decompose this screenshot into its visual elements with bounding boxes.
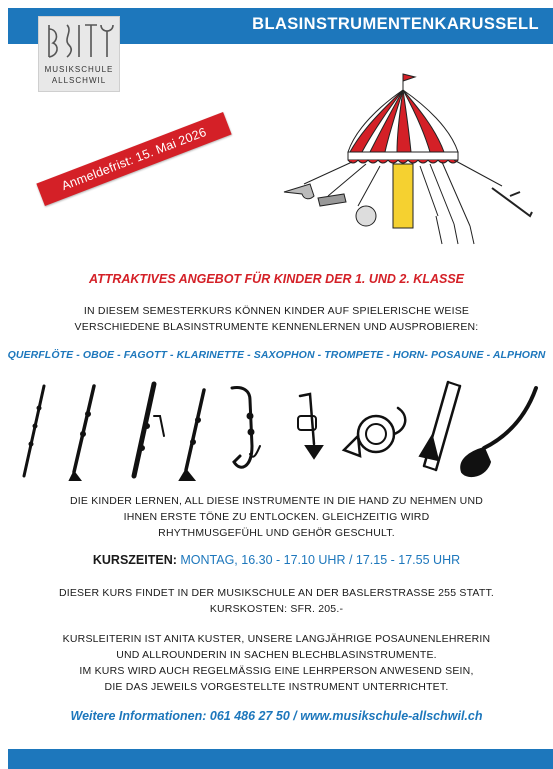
oboe-icon — [70, 386, 94, 480]
cost-line: KURSKOSTEN: SFR. 205.- — [209, 603, 344, 615]
intro-line: VERSCHIEDENE BLASINSTRUMENTE KENNENLERNEN UND AUSPROBIEREN: — [74, 321, 479, 333]
course-times-value: MONTAG, 16.30 - 17.10 UHR / 17.15 - 17.55 UHR — [180, 553, 461, 567]
instruments-illustration — [14, 376, 544, 486]
teacher-paragraph — [30, 631, 523, 695]
flute-icon — [24, 386, 44, 476]
teacher-line: DIE DAS JEWEILS VORGESTELLTE INSTRUMENT UNTERRICHTET. — [104, 681, 449, 693]
location-paragraph — [30, 585, 523, 617]
intro-line: IN DIESEM SEMESTERKURS KÖNNEN KINDER AUF SPIELERISCHE WEISE — [83, 305, 470, 317]
trombone-icon — [420, 382, 460, 470]
teacher-line: KURSLEITERIN IST ANITA KUSTER, UNSERE LANGJÄHRIGE POSAUNENLEHRERIN — [62, 633, 491, 645]
saxophone-icon — [232, 388, 260, 468]
alphorn-icon — [461, 388, 536, 476]
intro-paragraph — [30, 303, 523, 335]
learning-line: IHNEN ERSTE TÖNE ZU ENTLOCKEN. GLEICHZEITIG WIRD — [123, 511, 430, 523]
learning-line: RHYTHMUSGEFÜHL UND GEHÖR GESCHULT. — [158, 527, 395, 539]
course-times — [0, 553, 553, 567]
location-line: DIESER KURS FINDET IN DER MUSIKSCHULE AN DER BASLERSTRASSE 255 STATT. — [58, 587, 495, 599]
teacher-line: UND ALLROUNDERIN IN SACHEN BLECHBLASINSTRUMENTE. — [116, 649, 437, 661]
contact-info: Weitere Informationen: 061 486 27 50 / www.musikschule-allschwil.ch — [70, 709, 483, 723]
page-title: BLASINSTRUMENTENKARUSSELL — [252, 15, 539, 33]
logo-text-line2: ALLSCHWIL — [51, 76, 107, 85]
learning-line: DIE KINDER LERNEN, ALL DIESE INSTRUMENTE IN DIE HAND ZU NEHMEN UND — [69, 495, 484, 507]
offer-headline: ATTRAKTIVES ANGEBOT FÜR KINDER DER 1. UND 2. KLASSE — [88, 272, 465, 286]
instrument-list: QUERFLÖTE - OBOE - FAGOTT - KLARINETTE - SAXOPHON - TROMPETE - HORN- POSAUNE - ALPHORN — [7, 349, 546, 361]
teacher-line: IM KURS WIRD AUCH REGELMÄSSIG EINE LEHRPERSON ANWESEND SEIN, — [79, 665, 474, 677]
bassoon-icon — [134, 384, 164, 476]
carousel-illustration — [270, 66, 550, 246]
logo-text-line1: MUSIKSCHULE — [44, 65, 114, 74]
clarinet-icon — [180, 390, 204, 480]
learning-paragraph — [30, 493, 523, 541]
horn-icon — [344, 408, 405, 456]
trumpet-icon — [298, 394, 322, 458]
school-logo — [38, 16, 120, 92]
course-times-label: KURSZEITEN: — [92, 553, 177, 567]
logo-mark-icon — [43, 21, 115, 61]
deadline-ribbon: Anmeldefrist: 15. Mai 2026 — [36, 112, 231, 206]
footer-bar — [8, 749, 553, 769]
